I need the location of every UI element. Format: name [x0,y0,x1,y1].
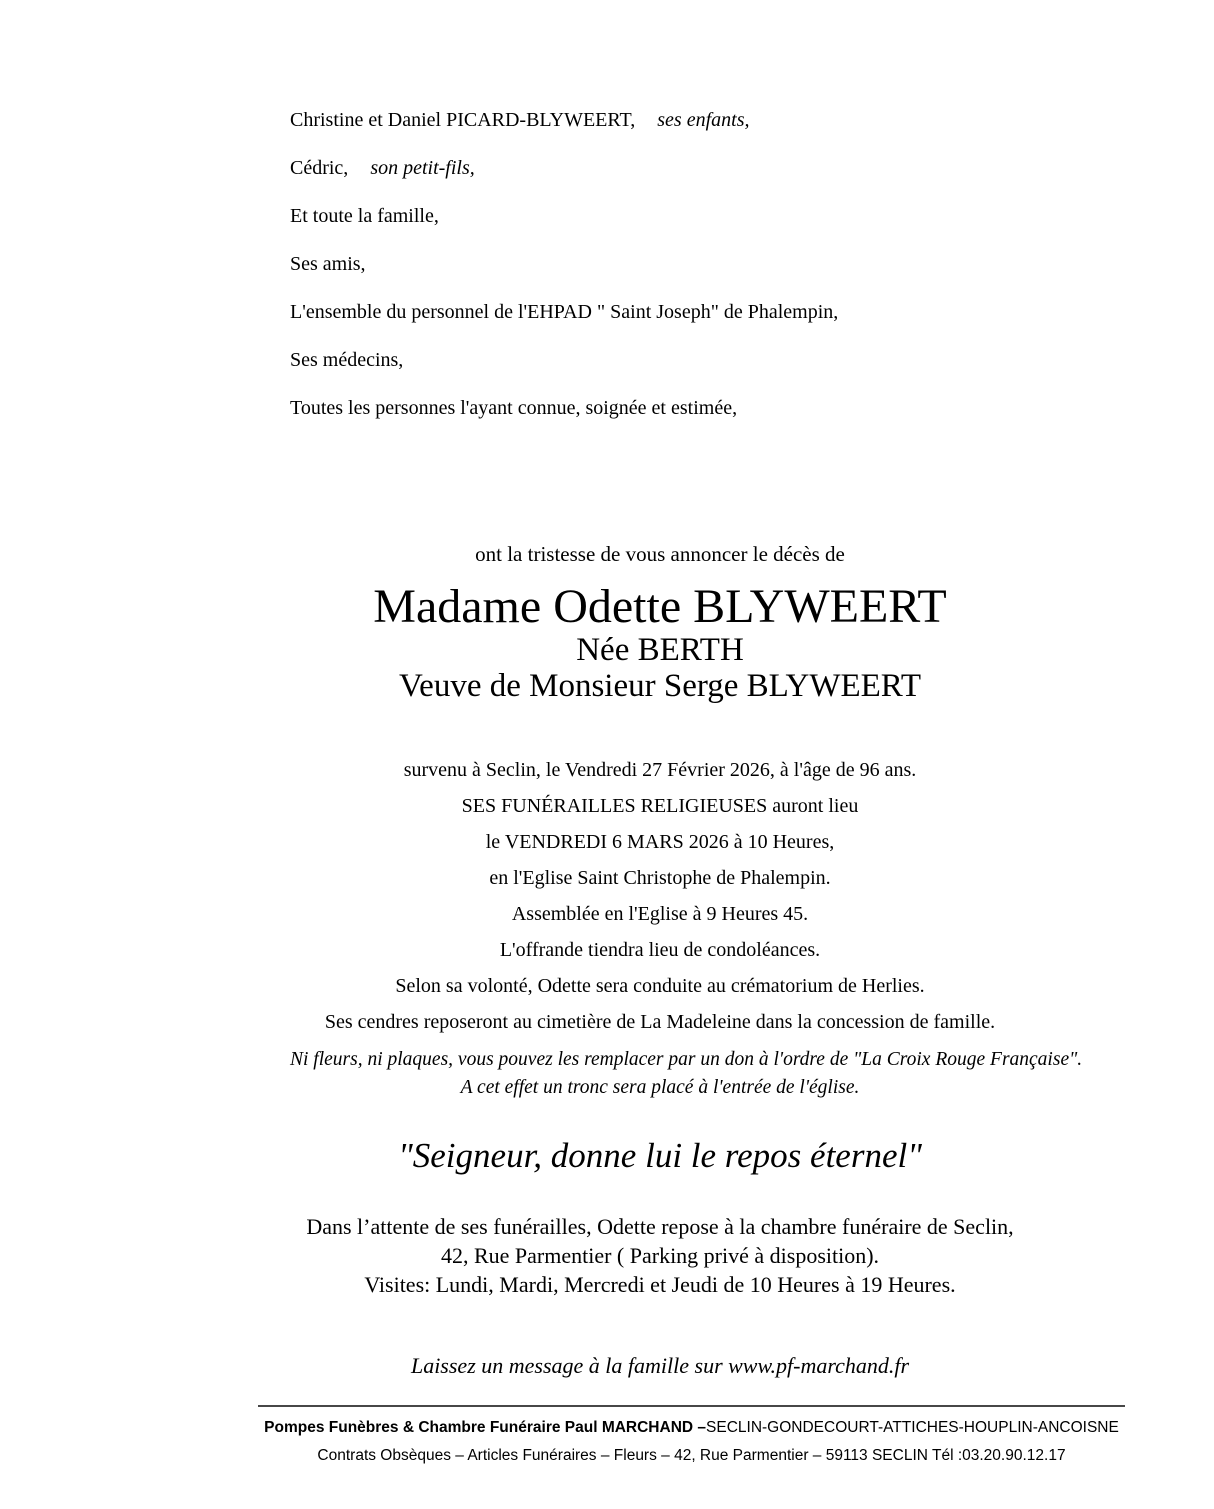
family-line-text: Ses amis, [290,253,366,275]
maiden-name: Née BERTH [576,632,744,668]
guestbook-line: Laissez un message à la famille sur www.pf-marchand.fr [410,1353,910,1378]
family-line-relation: son petit-fils, [370,157,475,179]
visits-line: Visites: Lundi, Mardi, Mercredi et Jeudi de 10 Heures à 19 Heures. [364,1272,956,1297]
ceremony-line: le VENDREDI 6 MARS 2026 à 10 Heures, [485,831,835,853]
family-line-text: Et toute la famille, [290,205,439,227]
ceremony-details-block [290,705,1030,1035]
donation-note-line: Ni fleurs, ni plaques, vous pouvez les remplacer par un don à l'ordre de "La Croix Rouge Française". [290,1049,1083,1070]
ceremony-line: Selon sa volonté, Odette sera conduite au crématorium de Herlies. [395,975,925,997]
family-line-text: Toutes les personnes l'ayant connue, soignée et estimée, [290,397,738,419]
widow-of-line: Veuve de Monsieur Serge BLYWEERT [399,668,921,704]
family-line [290,396,1214,420]
ceremony-line: survenu à Seclin, le Vendredi 27 Février 2026, à l'âge de 96 ans. [403,759,917,781]
family-line [290,300,1214,324]
family-line [290,156,1214,180]
family-line-relation: ses enfants, [657,109,750,131]
family-line-text: Ses médecins, [290,349,404,371]
family-line-text: Christine et Daniel PICARD-BLYWEERT, [290,109,636,131]
donation-note-line: A cet effet un tronc sera placé à l'entrée de l'église. [460,1077,860,1098]
family-line-text: L'ensemble du personnel de l'EHPAD " Saint Joseph" de Phalempin, [290,301,839,323]
funeral-home-name-line [258,1414,1125,1442]
family-line [290,252,1214,276]
family-line [290,108,1214,132]
family-block [0,0,1214,420]
family-line [290,348,1214,372]
funeral-home-footer [258,1380,1125,1470]
footer-divider [258,1405,1125,1407]
guestbook-block [290,1299,1030,1380]
announcement-block [290,420,1030,705]
repose-info-block [290,1179,1030,1299]
ceremony-line: Ses cendres reposeront au cimetière de La Madeleine dans la concession de famille. [324,1011,996,1033]
repose-line: Dans l’attente de ses funérailles, Odette repose à la chambre funéraire de Seclin, [306,1214,1014,1239]
funeral-home-locations: SECLIN-GONDECOURT-ATTICHES-HOUPLIN-ANCOISNE [706,1419,1119,1436]
ceremony-line: SES FUNÉRAILLES RELIGIEUSES auront lieu [461,795,859,817]
deceased-name: Madame Odette BLYWEERT [373,580,947,633]
ceremony-line: en l'Eglise Saint Christophe de Phalempin. [489,867,831,889]
donation-note-block [290,1035,1083,1102]
family-line [290,204,1214,228]
announcement-intro: ont la tristesse de vous annoncer le décès de [475,542,845,566]
religious-quote: "Seigneur, donne lui le repos éternel" [398,1136,922,1175]
family-line-text: Cédric, [290,157,349,179]
ceremony-line: L'offrande tiendra lieu de condoléances. [499,939,821,961]
repose-line: 42, Rue Parmentier ( Parking privé à disposition). [440,1243,880,1268]
funeral-home-services-line: Contrats Obsèques – Articles Funéraires – Fleurs – 42, Rue Parmentier – 59113 SECLIN Tél :03.20.90.12.17 [317,1447,1066,1464]
funeral-home-name: Pompes Funèbres & Chambre Funéraire Paul MARCHAND – [264,1419,707,1436]
ceremony-line: Assemblée en l'Eglise à 9 Heures 45. [511,903,809,925]
quote-block [290,1102,1030,1179]
